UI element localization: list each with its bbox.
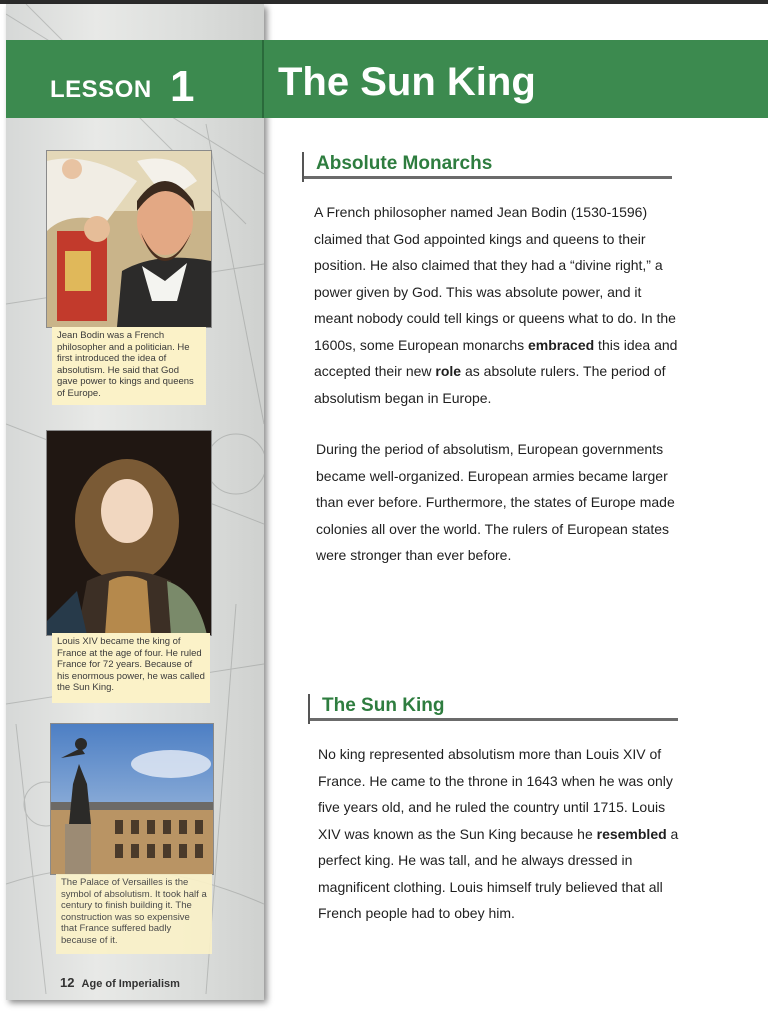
text-run: as absolute rulers. The period of absolutism began in Europe. xyxy=(314,363,666,406)
paragraph-sun-king-1 xyxy=(318,741,688,927)
section-heading-sun-king: The Sun King xyxy=(308,694,444,724)
paragraph-absolute-monarchs-2 xyxy=(316,436,682,569)
louis-xiv-portrait-image xyxy=(46,430,212,636)
bold-term: embraced xyxy=(528,336,595,353)
section-heading-absolute-monarchs: Absolute Monarchs xyxy=(302,152,492,182)
bold-term: resembled xyxy=(596,825,667,842)
text-run: a perfect king. He was tall, and he always dressed in magnificent clothing. Louis himself truly believed that all French people had to obey him. xyxy=(318,825,679,921)
page-number: 12 xyxy=(60,975,75,990)
section-rule-1 xyxy=(304,176,672,179)
text-run: During the period of absolutism, European governments became well-organized. European armies became larger than ever before. Furthermore, the states of Europe made colonies all over the world. The rulers of European states were stronger than ever before. xyxy=(316,441,675,563)
caption-louis-xiv: Louis XIV became the king of France at the age of four. He ruled France for 72 years. Because of his enormous power, he was called the Sun King. xyxy=(52,633,210,703)
page-title: The Sun King xyxy=(278,60,536,104)
text-run: A French philosopher named Jean Bodin (1530-1596) claimed that God appointed kings and queens to their position. He also claimed that they had a “divine right,” a power given by God. This was absolute power, and it meant nobody could tell kings or queens what to do. In the 1600s, some European monarchs xyxy=(314,204,676,353)
versailles-palace-image xyxy=(50,723,214,875)
lesson-label: LESSON xyxy=(50,76,152,103)
jean-bodin-image xyxy=(46,150,212,328)
banner-divider xyxy=(262,40,264,118)
paragraph-absolute-monarchs-1 xyxy=(314,199,680,411)
lesson-number: 1 xyxy=(170,62,195,111)
bold-term: role xyxy=(435,363,462,379)
caption-jean-bodin: Jean Bodin was a French philosopher and a politician. He first introduced the idea of absolutism. He said that God gave power to kings and queens of Europe. xyxy=(52,327,206,405)
text-run: No king represented absolutism more than Louis XIV of France. He came to the throne in 1643 when he was only five years old, and he ruled the country until 1715. Louis XIV was known as the Sun King because he xyxy=(318,746,673,842)
page-footer xyxy=(60,975,180,990)
section-rule-2 xyxy=(310,718,678,721)
book-title: Age of Imperialism xyxy=(81,978,180,990)
caption-versailles: The Palace of Versailles is the symbol of absolutism. It took half a century to finish building it. The construction was so expensive that France suffered badly because of it. xyxy=(56,874,212,954)
text-run: this idea and accepted their new xyxy=(314,336,678,379)
